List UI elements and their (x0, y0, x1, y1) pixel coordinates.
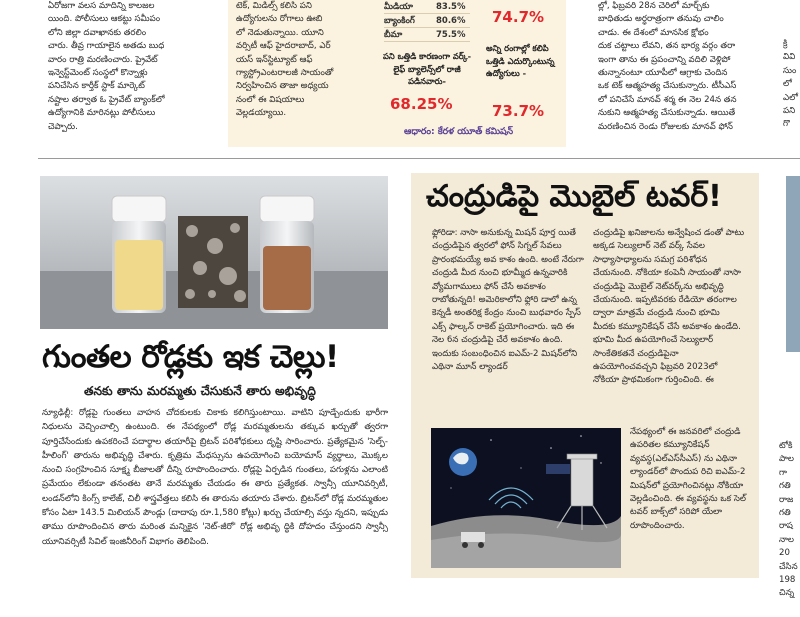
text-line: టెక్, మిడిల్స్ కలిసి పని (236, 1, 312, 11)
article-paragraph: న్యూఢిల్లీ: రోడ్లపై గుంతలు వాహన చోదకులకు చికాకు కలిగిస్తుంటాయి. వాటిని పూడ్చేందుకు భారీగా నిధులను వెచ్చించాల్సి ఉంటుంది. ఈ నేపథ్యంలో రోడ్ల మరమ్మతులను తక్కువ ఖర్చుతో త్వరగా పూర్తిచేసేందుకు ఉపకరించే పదార్థాల తయారీపై బ్రిటన్ పరిశోధకులు దృష్టి సారించారు. ప్రత్యేకమైన 'సెల్ఫ్-హీలింగ్' తారును అభివృద్ధి చేశారు. కృత్రిమ మేధస్సును ఉపయోగించి బయోమాస్ వ్యర్థాలు, మొక్కల నుంచి సంగ్రహించిన సూక్ష్మ బీజాలతో దీన్ని రూపొందించారు. రోడ్లపై ఏర్పడిన గుంతలు, పగుళ్లను ఎలాంటి ప్రమేయం లేకుండా తనంతట తానే మరమ్మతు చేయడం ఈ తారు ప్రత్యేకత. స్వాన్సీ యూనివర్సిటీ, లండన్‌లోని కింగ్స్ కాలేజ్, చిలీ శాస్త్రవేత్తలు కలిసి ఈ తారును తయారు చేశారు. బ్రిటన్‌లో రోడ్ల మరమ్మతుల కోసం ఏటా 143.5 మిలియన్ పౌండ్లు (దాదాపు రూ.1,580 కోట్లు) ఖర్చు చేయాల్సి వస్తు న్నదని, ఇప్పుడు తాము రూపొందించిన తారు మరింత మన్నికైన 'నెట్-జీరో' రోడ్ల అభివృ ద్ధికి దోహదం చేస్తుందని స్వాన్సీ యూనివర్సిటీ సివిల్ ఇంజినీరింగ్ విభాగం తెలిపింది. (42, 408, 388, 547)
text-fragment: చేసిన (779, 561, 798, 572)
text-fragment: రాష (779, 521, 793, 532)
top-middle-column (236, 0, 366, 134)
article-column-1 (432, 227, 587, 425)
article-paragraph: చంద్రుడిపై ఖనిజాలను అన్వేషించ డంతో పాటు అక్కడ సెల్యులార్ నెట్ వర్క్ సేవల సాధ్యాసాధ్యాలను సమగ్ర పరిశోధన చేయనుంది. నోకియా కంపెనీ సాయంతో నాసా చంద్రుడిపై మొబైల్ నెట్‌వర్క్‌ను అభివృద్ధి చేయనుంది. ఇప్పటివరకు రేడియో తరంగాల ద్వారా మాత్రమే చంద్రుడి నుంచి భూమి మీదకు కమ్యూనికేషన్ చేసే అవకాశం ఉండేది. భూమి మీద ఉపయోగించే సెల్యులార్ సాంకేతికతనే చంద్రుడిపైనా ఉపయోగించవచ్చని ఫిబ్రవరి 2023లో నోకియా ప్రాథమికంగా గుర్తించింది. ఈ (593, 228, 745, 386)
top-right-column (598, 0, 770, 150)
text-line: వారం రాత్రి మరణించారు. ప్రైవేట్ (48, 54, 158, 65)
text-fragment: రాజ (779, 494, 794, 505)
stats-value-top: 74.7% (492, 8, 545, 26)
text-line: వెల్లడయ్యాయి. (236, 108, 287, 119)
text-fragment: నాల (779, 534, 795, 545)
text-line: పనిచేసిన కార్తీక్ స్టాక్ మార్కెట్ (48, 81, 145, 92)
stats-value-1: 68.25% (390, 95, 453, 113)
article-headline: గుంతల రోడ్లకు ఇక చెల్లు! (42, 339, 339, 375)
text-fragment: గతి (779, 508, 791, 519)
section-divider (38, 158, 800, 159)
text-fragment: లో (783, 79, 792, 90)
text-fragment: టోకి (779, 441, 793, 451)
text-line: గ్యాస్ట్రోఎంటరాలజీ సాయంతో (236, 68, 334, 79)
edge-column-bottom (779, 440, 800, 599)
text-line: చాడు. ఈ దేశంలో మానసిక క్షోభం (598, 27, 709, 38)
edge-column-top (783, 38, 800, 150)
text-fragment: సుం (783, 65, 797, 76)
text-line: ఇంగా తాను ఈ ప్రపంచాన్ని వదిలి వెళ్లిపో (598, 54, 731, 65)
text-line: దుక చట్టాలు లేవని, తన భార్య వర్గం తరా (598, 41, 736, 52)
top-left-column (48, 0, 194, 150)
text-line: లో పనిచేసే మానవ్ శర్మ ఈ నెల 24న తన (598, 94, 737, 105)
text-line: బాధితుడు అర్ధరాత్రంగా తనువు చాలిం (598, 14, 724, 25)
text-line: నిర్వహించిన తాజా అధ్యయ (236, 81, 329, 92)
stats-caption-1: పని ఒత్తిడి కారణంగా వర్క్-లైఫ్ బ్యాలెన్స్‌లో రాజీ పడినవారు- (382, 51, 472, 86)
text-fragment: పాల (779, 454, 794, 465)
text-line: నష్టాల తర్వాత ఓ ప్రైవేట్ బ్యాంక్‌లో (48, 94, 165, 105)
stats-sector: బ్యాంకింగ్ (384, 16, 415, 26)
text-fragment: చిన్న (779, 588, 795, 599)
text-line: లో నెడుతున్నాయి. యూని (236, 27, 324, 38)
text-line: యస్ ఇన్‌స్టిట్యూట్ ఆఫ్ (236, 54, 313, 65)
text-fragment: వివి (783, 52, 796, 63)
asphalt-samples-illustration (40, 176, 388, 329)
text-line: తున్నానంటూ యూపీలో ఆగ్రాకు చెందిన (598, 68, 728, 79)
text-fragment: గొ (783, 119, 790, 130)
stats-caption-2: అన్ని రంగాల్లో కలిపి ఒత్తిడి ఎదుర్కొంటున్న ఉద్యోగులు - (486, 43, 555, 78)
text-line: చెప్పారు. (48, 121, 78, 132)
article-column-1-end (432, 399, 587, 425)
article-headline: చంద్రుడిపై మొబైల్ టవర్! (426, 179, 722, 214)
stats-sector: బీమా (384, 30, 403, 40)
text-fragment: 198 (779, 575, 796, 586)
text-fragment: గతి (779, 481, 791, 492)
stats-value: 80.6% (436, 16, 466, 26)
stats-row (384, 14, 470, 28)
text-line: ఉద్యోగానికి మారినట్లు పోలీసులు (48, 108, 156, 119)
article-subheadline: తనకు తాను మరమ్మతు చేసుకునే తారు అభివృద్ధి (84, 384, 316, 398)
text-fragment: గా (779, 467, 787, 478)
lunar-lander-illustration (431, 428, 621, 568)
text-fragment: క్రి (783, 39, 788, 49)
text-line: చారు. తీవ్ర గాయాలైన అతడు బుధ (48, 41, 165, 52)
text-line: వర్సిటీ ఆఫ్ హైదరాబాద్, ఎర్ (236, 41, 331, 52)
edge-photo-cropped (786, 176, 800, 352)
stats-value: 83.5% (436, 2, 466, 12)
text-line: ఉద్యోగులను రోగాలు ఊబి (236, 14, 323, 25)
text-line: నంలో ఈ విషయాలు (236, 94, 305, 105)
lunar-lander-photo (431, 428, 621, 568)
text-line: ఏరోజగా వలస మాదిన్ని కాలజల (48, 1, 155, 11)
stats-value: 75.5% (436, 30, 466, 40)
text-line: నుకుని ఆత్మహత్య చేసుకున్నాడు. ఆయితే (598, 108, 736, 119)
text-line: ల్లో, ఫిబ్రవరి 28న చెరిలో మార్చ్‌కు (598, 1, 710, 11)
text-fragment: ఎలో (783, 92, 798, 103)
stats-sector: మీడియా (384, 2, 413, 12)
article-column-2 (593, 227, 745, 425)
stats-row (384, 28, 470, 42)
stats-value-2: 73.7% (492, 102, 545, 120)
text-line: ఇన్వెస్ట్‌మెంట్ సంస్థలో కొన్నాళ్లు (48, 68, 148, 79)
article-body (42, 406, 388, 584)
article-paragraph: నేపథ్యంలో ఈ జనవరిలో చంద్రుడి ఉపరితల కమ్యూనికేషన్ వ్యవస్థ(ఎల్ఎస్‌సీఎస్) ను ఎథినా ల్యాండర్‌లో పొందుప రిచి ఐఎమ్-2 మిషన్‌లో ప్రయోగించినట్లు నోకియా వెల్లడించింది. ఈ వ్యవస్థను ఒక సెల్ టవర్ బాక్స్‌లో సరిపో యేలా రూపొందించారు. (630, 427, 746, 531)
text-line: యింది. పోలీసులు ఆకట్టు సమీపం (48, 14, 161, 25)
source-credit: ఆధారం: కేరళ యూత్ కమిషన్ (404, 126, 514, 137)
stats-table (384, 0, 470, 42)
text-line: లోని జిల్లా దవాఖానకు తరలిం (48, 27, 147, 38)
stats-row (384, 0, 470, 14)
asphalt-samples-photo (40, 176, 388, 329)
text-line: ఒక టెక్ ఆత్మహత్య చేసుకున్నారు. టీసీఎస్ (598, 81, 737, 92)
text-line: మరణించిన రెండు రోజులకు మానవ్ ఫోన్ (598, 121, 733, 132)
article-column-2-continued (630, 426, 746, 568)
text-fragment: 20 (779, 548, 790, 559)
article-paragraph: ఫ్లోరిడా: నాసా అనుకున్న మిషన్ పూర్త యితే చంద్రుడిపైన త్వరలో ఫోన్ సిగ్నల్ సేవలు ప్రారంభమయ్యే అవ కాశం ఉంది. అంటే నేరుగా చంద్రుడి మీద నుంచి భూమ్మీద ఉన్నవారికి వ్యోమగాములు ఫోన్ చేసే అవకాశం రాబోతున్నది! అమెరికాలోని ఫ్లోరి డాలో ఉన్న కెన్నడీ అంతరిక్ష కేంద్రం నుంచి బుధవారం స్పేస్ ఎక్స్ ఫాల్కన్ రాకెట్ ప్రయోగించారు. ఇది ఈ నెల 6న చంద్రుడిపై చేరే అవకాశం ఉంది. ఇందుకు సంబంధించిన ఐఎమ్-2 మిషన్‌లోని ఎథినా మూన్ ల్యాండర్ (432, 228, 584, 373)
text-fragment: పని (783, 106, 796, 117)
